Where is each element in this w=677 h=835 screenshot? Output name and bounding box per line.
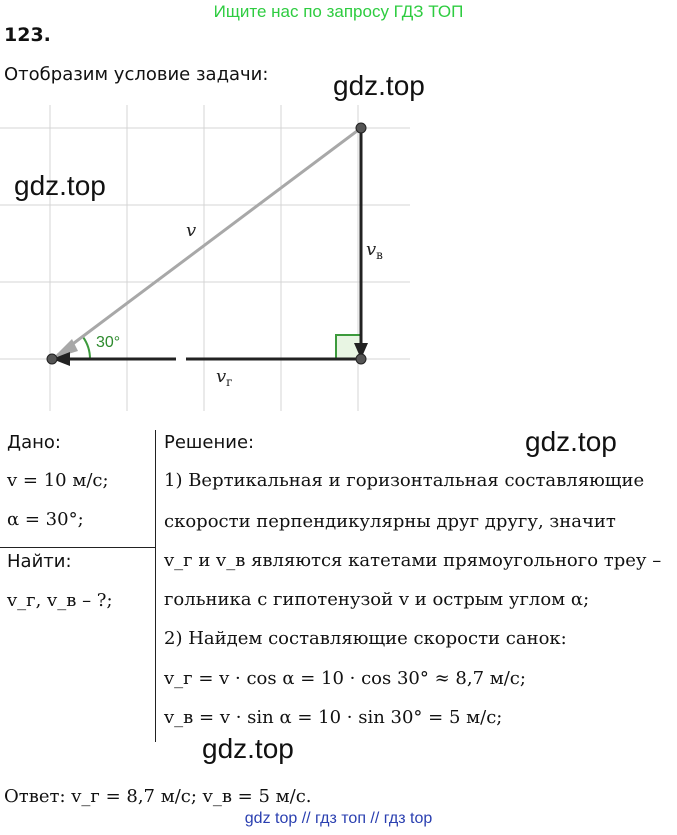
label-v: v xyxy=(186,220,197,241)
solution-line-3: v_г и v_в являются катетами прямоугольного треу – xyxy=(164,550,662,571)
point-left xyxy=(47,354,57,364)
promo-banner[interactable]: Ищите нас по запросу ГДЗ ТОП xyxy=(213,2,464,21)
label-vg: $v_г$ xyxy=(216,366,233,389)
solution-line-2: скорости перпендикулярны друг другу, значит xyxy=(164,511,616,532)
given-divider-vertical xyxy=(155,430,156,742)
find-values: v_г, v_в – ?; xyxy=(7,590,113,611)
solution-title: Решение: xyxy=(164,432,255,453)
solution-line-4: гольника с гипотенузой v и острым углом α; xyxy=(164,589,590,610)
point-right xyxy=(356,354,366,364)
watermark-3: gdz.top xyxy=(525,426,617,457)
point-top xyxy=(356,123,366,133)
angle-arc xyxy=(83,337,90,359)
find-title: Найти: xyxy=(7,551,72,572)
watermark-1: gdz.top xyxy=(333,70,425,101)
given-v: v = 10 м/с; xyxy=(7,470,109,491)
label-vb: $v_в$ xyxy=(366,239,383,262)
solution-line-6: v_г = v · cos α = 10 · cos 30° ≈ 8,7 м/с; xyxy=(164,668,526,689)
given-title: Дано: xyxy=(7,432,61,453)
footer-links[interactable]: gdz top // гдз топ // гдз top xyxy=(244,810,433,827)
watermark-2: gdz.top xyxy=(14,170,106,201)
given-alpha: α = 30°; xyxy=(7,509,84,530)
intro-text: Отобразим условие задачи: xyxy=(4,64,269,85)
solution-line-7: v_в = v · sin α = 10 · sin 30° = 5 м/с; xyxy=(164,707,503,728)
angle-label: 30° xyxy=(96,334,121,351)
answer: Ответ: v_г = 8,7 м/с; v_в = 5 м/с. xyxy=(4,786,312,807)
watermark-4: gdz.top xyxy=(202,733,294,764)
problem-number: 123. xyxy=(4,24,51,46)
solution-line-5: 2) Найдем составляющие скорости санок: xyxy=(164,628,567,649)
solution-line-1: 1) Вертикальная и горизонтальная составляющие xyxy=(164,470,645,491)
given-divider-horizontal xyxy=(0,547,155,548)
hypotenuse-v xyxy=(58,128,361,355)
triangle-figure xyxy=(0,95,420,415)
